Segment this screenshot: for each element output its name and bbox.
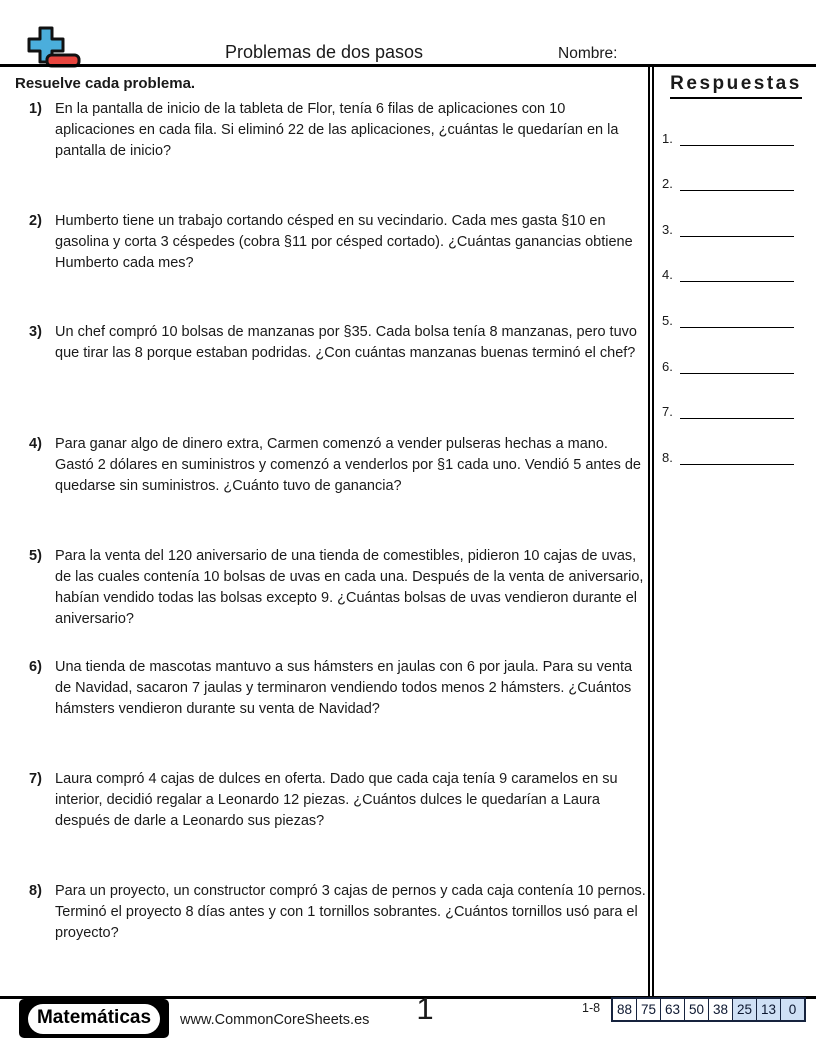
- answer-row-4: [656, 237, 816, 283]
- problem-number: 3): [29, 324, 42, 341]
- answer-rows: [656, 100, 816, 465]
- answer-blank-3[interactable]: [680, 222, 794, 237]
- answer-row-6: [656, 328, 816, 374]
- problem-text: Humberto tiene un trabajo cortando césped en su vecindario. Cada mes gasta §10 en gasolina y corta 3 céspedes (cobra §11 por césped cortado). ¿Cuántas ganancias obtiene Humberto cada mes?: [55, 212, 633, 271]
- score-table: [611, 997, 806, 1022]
- score-cell-highlighted: 13: [756, 999, 780, 1020]
- problem-7: [0, 769, 648, 881]
- answer-number: 3.: [662, 221, 673, 237]
- answer-number: 2.: [662, 176, 673, 192]
- brand-badge-label: Matemáticas: [28, 1004, 160, 1034]
- problem-text: Una tienda de mascotas mantuvo a sus hámsters en jaulas con 6 por jaula. Para su venta de Navidad, sacaron 7 jaulas y terminaron vendiendo todos menos 2 hámsters. ¿Cuántos hámsters vendieron durante su venta de Navidad?: [55, 659, 633, 718]
- answer-number: 7.: [662, 404, 673, 420]
- problem-5: [0, 546, 648, 658]
- answer-blank-8[interactable]: [680, 450, 794, 465]
- problem-3: [0, 322, 648, 434]
- problem-text: Para un proyecto, un constructor compró 3 cajas de pernos y cada caja contenía 10 pernos. Terminó el proyecto 8 días antes y con 1 tornillos sobrantes. ¿Cuántos tornillos usó para el proyecto?: [55, 882, 646, 941]
- score-cell: 75: [636, 999, 660, 1020]
- problem-number: 7): [29, 771, 42, 788]
- answer-row-7: [656, 374, 816, 420]
- answers-column: [656, 68, 816, 465]
- answer-blank-7[interactable]: [680, 404, 794, 419]
- answer-number: 4.: [662, 267, 673, 283]
- answer-row-5: [656, 282, 816, 328]
- instructions: Resuelve cada problema.: [15, 75, 196, 92]
- problem-4: [0, 434, 648, 546]
- answer-number: 8.: [662, 449, 673, 465]
- problem-text: En la pantalla de inicio de la tableta de Flor, tenía 6 filas de aplicaciones con 10 aplicaciones en cada fila. Si eliminó 22 de las aplicaciones, ¿cuántas le quedarían en la pantalla de inicio?: [55, 101, 619, 159]
- score-cell: 88: [616, 1002, 633, 1017]
- problem-text: Un chef compró 10 bolsas de manzanas por §35. Cada bolsa tenía 8 manzanas, pero tuvo que tirar las 8 porque estaban podridas. ¿Con cuántas manzanas buenas terminó el chef?: [55, 324, 637, 362]
- score-cell: 50: [684, 999, 708, 1020]
- problem-number: 1): [29, 101, 42, 117]
- answer-number: 5.: [662, 312, 673, 328]
- problem-number: 5): [29, 547, 42, 564]
- answer-blank-6[interactable]: [680, 359, 794, 374]
- answer-blank-2[interactable]: [680, 176, 794, 191]
- brand-badge: [19, 999, 169, 1038]
- problem-8: [0, 881, 648, 993]
- problem-text: Para ganar algo de dinero extra, Carmen comenzó a vender pulseras hechas a mano. Gastó 2 dólares en suministros y comenzó a venderlos por §1 cada uno. Vendió 5 antes de quedarse sin suministros. ¿Cuánto tuvo de ganancia?: [55, 436, 641, 495]
- answer-row-3: [656, 191, 816, 237]
- answer-number: 6.: [662, 358, 673, 374]
- problem-number: 8): [29, 882, 42, 899]
- answer-row-1: [656, 100, 816, 146]
- problem-6: [0, 657, 648, 769]
- answers-heading: Respuestas: [656, 73, 816, 99]
- problem-number: 6): [29, 659, 42, 676]
- answer-row-2: [656, 146, 816, 192]
- answer-blank-1[interactable]: [680, 131, 794, 146]
- answer-number: 1.: [662, 130, 673, 146]
- problem-2: [0, 211, 648, 323]
- score-cell: 63: [660, 999, 684, 1020]
- column-divider: [648, 67, 654, 996]
- page-number: 1: [416, 991, 434, 1026]
- answer-blank-5[interactable]: [680, 313, 794, 328]
- name-label: Nombre:: [558, 45, 618, 62]
- score-cell-highlighted: 0: [780, 999, 804, 1020]
- score-cell-highlighted: 25: [732, 999, 756, 1020]
- problem-1: [0, 99, 648, 211]
- problem-number: 4): [29, 436, 42, 453]
- score-range-label: 1-8: [582, 1001, 601, 1015]
- header-divider: [0, 64, 816, 67]
- problem-text: Para la venta del 120 aniversario de una tienda de comestibles, pidieron 10 cajas de uvas, de las cuales contenía 10 bolsas de uvas en cada una. Después de la venta de aniversario, habían vendido todas las bolsas excepto 9. ¿Cuántas bolsas de uvas vendieron durante el aniversario?: [55, 547, 644, 627]
- problems-column: [0, 68, 648, 993]
- page-title: Problemas de dos pasos: [224, 42, 424, 62]
- problem-number: 2): [29, 212, 42, 229]
- problem-text: Laura compró 4 cajas de dulces en oferta. Dado que cada caja tenía 9 caramelos en su interior, decidió regalar a Leonardo 12 piezas. ¿Cuántos dulces le quedarían a Laura después de darle a Leonardo sus piezas?: [55, 771, 618, 830]
- answer-blank-4[interactable]: [680, 267, 794, 282]
- score-cell: 38: [708, 999, 732, 1020]
- answer-row-8: [656, 419, 816, 465]
- website-link[interactable]: www.CommonCoreSheets.es: [180, 1012, 370, 1028]
